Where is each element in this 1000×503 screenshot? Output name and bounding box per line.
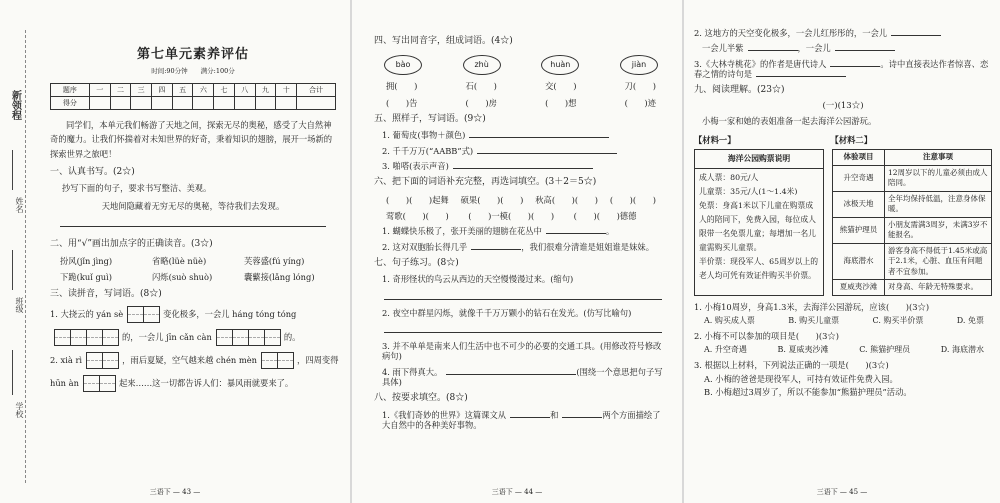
pinyin-choice[interactable]: 下跪(kuǐ guì) <box>60 272 113 283</box>
idiom-blank[interactable]: ( )( )德德 <box>573 210 637 221</box>
table-header-row <box>833 150 992 166</box>
answer-line[interactable] <box>891 35 941 36</box>
idiom-blank[interactable]: 莺歌( )( ) <box>386 210 449 221</box>
name-label: 姓名 <box>15 197 24 213</box>
homophone-blank[interactable]: ( )迹 <box>624 97 656 108</box>
table-row <box>833 165 992 191</box>
pinyin-bubbles <box>374 55 668 75</box>
score-header-cell: 三 <box>131 84 152 97</box>
section-7-title: 七、句子练习。(8☆) <box>374 257 459 268</box>
sentence-q2: 2. 夜空中群星闪烁，就像千千万万颗小的钻石在发光。(仿写比喻句) <box>382 307 632 318</box>
table-row <box>833 217 992 243</box>
score-cell[interactable] <box>255 97 276 110</box>
answer-line[interactable] <box>756 76 846 77</box>
option[interactable]: C. 购买半价票 <box>872 315 924 325</box>
ticket-line: 儿童票：35元/人(1～1.4米) <box>699 187 798 197</box>
homophone-blank[interactable]: 拥( ) <box>386 81 418 92</box>
answer-line[interactable] <box>384 299 662 300</box>
idiom-blank[interactable]: ( )一模( )( ) <box>468 210 555 221</box>
fill-q3: 3.《大林寺桃花》的作者是唐代诗人 。诗中直接表达作者惊喜、恋春之情的诗句是 <box>694 58 989 80</box>
char-boxes[interactable] <box>261 352 293 369</box>
score-cell[interactable] <box>193 97 214 110</box>
score-cell[interactable] <box>89 97 110 110</box>
idiom-row-2 <box>374 211 668 221</box>
activity-note: 对身高、年龄无特殊要求。 <box>885 280 992 296</box>
activity-note: 游客身高不得低于1.45米或高于2.1米，心脏、血压有问题者不宜参加。 <box>885 243 992 280</box>
fill-sentence-1: 1. 蝴蝶快乐极了，张开美丽的翅膀在花丛中 。 <box>382 226 615 237</box>
fill-q1: 1.《我们奇妙的世界》这篇课文从 和 两个方面描绘了大自然中的各种美好事物。 <box>382 409 661 430</box>
answer-line[interactable] <box>446 374 576 375</box>
section-4-title: 四、写出同音字，组成词语。(4☆) <box>374 36 513 46</box>
table-row <box>833 191 992 217</box>
score-cell[interactable] <box>131 97 152 110</box>
question-2-options <box>694 345 992 355</box>
option[interactable]: A. 购买成人票 <box>704 315 755 325</box>
section-1-instruction: 抄写下面的句子，要求书写整洁、美观。 <box>62 182 212 193</box>
pinyin-choice[interactable]: 省略(lüè nüè) <box>152 255 207 266</box>
ticket-info-box <box>694 149 824 296</box>
imitation-item: 1. 葡萄皮(事物＋颜色) <box>374 130 668 140</box>
pinyin-choice[interactable]: 囊蘩接(lǎng lóng) <box>244 272 315 283</box>
option[interactable]: D. 海底潜水 <box>940 345 984 355</box>
pinyin-bubble: huàn <box>541 55 579 75</box>
score-row <box>51 97 336 110</box>
pinyin-choice[interactable]: 芙蓉盛(fú yíng) <box>244 255 305 266</box>
ticket-info-title: 海洋公园购票说明 <box>695 150 823 169</box>
score-cell[interactable] <box>172 97 193 110</box>
ticket-line: 成人票：80元/人 <box>699 173 759 183</box>
option[interactable]: B. 购买儿童票 <box>788 315 840 325</box>
option[interactable]: A. 升空奇遇 <box>704 345 747 355</box>
activity-note: 小朋友需满3周岁，未满3岁不能报名。 <box>885 217 992 243</box>
answer-line[interactable] <box>453 168 593 169</box>
section-1-title: 一、认真书写。(2☆) <box>50 166 135 177</box>
score-header-cell: 八 <box>234 84 255 97</box>
page-footer: 三语下 — 45 — <box>816 488 868 497</box>
option[interactable]: B. 夏威夷沙滩 <box>777 345 829 355</box>
page-title: 第七单元素养评估 <box>136 47 249 62</box>
idiom-blank[interactable]: 秋高( )( ) <box>535 194 598 205</box>
activity-name: 熊猫护理员 <box>833 217 885 243</box>
homophone-row-1 <box>374 81 668 91</box>
activity-table <box>832 149 992 296</box>
pinyin-text: hūn àn <box>50 378 79 389</box>
activity-name: 海底潜水 <box>833 243 885 280</box>
sentence-q4: 4. 雨下得真大。 (围绕一个意思把句子写具体) <box>382 366 663 388</box>
pinyin-text: 变化极多，一会儿 háng tóng tóng <box>163 309 297 320</box>
char-boxes[interactable] <box>127 306 159 323</box>
homophone-row-2 <box>374 98 668 108</box>
option[interactable]: B. 小梅超过3周岁了，所以不能参加“熊猫护理员”活动。 <box>704 386 912 397</box>
activity-note: 12周岁以下的儿童必须由成人陪同。 <box>885 165 992 191</box>
pinyin-row-1 <box>50 306 336 323</box>
part-title: (一)(13☆) <box>822 100 864 111</box>
pinyin-row-2 <box>50 329 336 346</box>
pinyin-bubble: jiàn <box>620 55 658 75</box>
pinyin-row-4 <box>50 375 336 392</box>
imitation-item: 2. 千千万万(“AABB”式) <box>374 146 668 156</box>
activity-table-wrap <box>832 149 992 296</box>
score-cell[interactable] <box>297 97 336 110</box>
idiom-blank[interactable]: 硕果( )( ) <box>460 194 524 205</box>
answer-line[interactable] <box>546 233 606 234</box>
binding-title: 新领程 <box>9 90 21 120</box>
school-label: 学校 <box>15 402 24 418</box>
pinyin-text: 1. 大挠云的 yán sè <box>50 309 124 320</box>
answer-line[interactable] <box>384 332 662 333</box>
answer-line[interactable] <box>830 66 880 67</box>
sentence-q1: 1. 奇形怪状的鸟云从西边的天空慢慢漫过来。(缩句) <box>382 274 574 285</box>
table-header: 体验项目 <box>833 150 885 166</box>
pinyin-text: ，四周变得 <box>297 355 339 366</box>
homophone-blank[interactable]: ( )想 <box>545 97 577 108</box>
answer-line[interactable] <box>510 417 550 418</box>
score-header-cell: 九 <box>255 84 276 97</box>
answer-line[interactable] <box>471 249 521 250</box>
section-3-title: 三、读拼音，写词语。(8☆) <box>50 288 162 299</box>
score-cell[interactable] <box>152 97 173 110</box>
page-footer: 三语下 — 44 — <box>491 488 543 497</box>
material-1-label: 【材料一】 <box>694 134 736 145</box>
score-header-cell: 十 <box>276 84 297 97</box>
homophone-blank[interactable]: 刀( ) <box>624 81 656 92</box>
question-1-options <box>694 316 992 326</box>
score-header-cell: 一 <box>89 84 110 97</box>
section-6-title: 六、把下面的词语补充完整，再选词填空。(3＋2＝5☆) <box>374 177 597 188</box>
idiom-blank[interactable]: ( )( )起舞 <box>386 194 449 205</box>
char-boxes[interactable] <box>86 352 118 369</box>
homophone-blank[interactable]: ( )房 <box>465 97 497 108</box>
activity-name: 升空奇遇 <box>833 165 885 191</box>
score-header-cell: 四 <box>152 84 173 97</box>
pinyin-bubble: bào <box>384 55 422 75</box>
material-2-label: 【材料二】 <box>830 134 872 145</box>
pinyin-choice[interactable]: 闪烁(suò shuò) <box>152 272 213 283</box>
ticket-line: 半价票：现役军人、65周岁以上的老人均可凭有效证件购买半价票。 <box>699 257 819 281</box>
pinyin-row-3 <box>50 352 339 369</box>
table-row <box>833 243 992 280</box>
reading-intro: 小梅一家和她的表姐准备一起去海洋公园游玩。 <box>702 116 877 127</box>
homophone-blank[interactable]: 交( ) <box>545 81 577 92</box>
pinyin-choice[interactable]: 扮风(jǐn jìng) <box>60 255 113 266</box>
pinyin-choices <box>50 256 336 283</box>
activity-note: 全年均保持低温，注意身体保暖。 <box>885 191 992 217</box>
fill-q2-cont: 一会儿半紫 ，一会儿 <box>694 43 992 53</box>
activity-name: 夏威夷沙滩 <box>833 280 885 296</box>
score-header-cell: 合计 <box>297 84 336 97</box>
homophone-blank[interactable]: ( )告 <box>386 97 418 108</box>
score-row-label: 得分 <box>51 97 90 110</box>
option[interactable]: A. 小梅的爸爸是现役军人，可持有效证件免费入园。 <box>704 373 898 384</box>
char-boxes[interactable] <box>54 329 118 346</box>
fill-sentence-2: 2. 这对双胞胎长得几乎 ，我们很难分清谁是姐姐谁是妹妹。 <box>382 241 654 252</box>
handwriting-line[interactable] <box>60 226 326 227</box>
idiom-row-1 <box>374 195 668 205</box>
materials-header <box>694 135 992 145</box>
option[interactable]: C. 熊猫护理员 <box>859 345 911 355</box>
question-3: 3. 根据以上材料，下列说法正确的一项是( )(3☆) <box>694 360 889 371</box>
score-header-cell: 七 <box>214 84 235 97</box>
answer-line[interactable] <box>477 153 617 154</box>
score-cell[interactable] <box>214 97 235 110</box>
binding-strip <box>0 0 40 503</box>
imitation-item: 3. 啪嗒(表示声音) <box>374 161 668 171</box>
score-header-cell: 二 <box>110 84 131 97</box>
pinyin-text: ，雨后夏疑，空气越来越 chén mèn <box>122 355 258 366</box>
score-table <box>50 83 336 110</box>
pinyin-bubble: zhù <box>463 55 501 75</box>
sentence-q3: 3. 并不单单是南来人们生活中也不可少的必要的交通工具。(用修改符号修改病句) <box>382 340 662 362</box>
score-cell[interactable] <box>276 97 297 110</box>
score-header-cell: 题序 <box>51 84 90 97</box>
exam-meta: 时间:90分钟 满分:100分 <box>151 67 235 76</box>
page-44 <box>352 0 682 503</box>
table-row <box>833 280 992 296</box>
class-label: 班级 <box>15 297 24 313</box>
section-2-title: 二、用“√”画出加点字的正确读音。(3☆) <box>50 238 213 249</box>
pinyin-text: 2. xià rì <box>50 355 83 366</box>
pinyin-text: 起来……这一切都告诉人们：暴风雨就要来了。 <box>118 378 294 389</box>
homophone-blank[interactable]: 石( ) <box>465 81 497 92</box>
score-header-row <box>51 84 336 97</box>
materials <box>694 149 992 296</box>
char-boxes[interactable] <box>216 329 280 346</box>
pinyin-text: 的，一会儿 jīn cǎn càn <box>122 332 212 343</box>
answer-line[interactable] <box>835 50 895 51</box>
activity-name: 冰极天地 <box>833 191 885 217</box>
score-header-cell: 六 <box>193 84 214 97</box>
score-cell[interactable] <box>110 97 131 110</box>
copy-sentence: 天地间隐藏着无穷无尽的奥秘，等待我们去发现。 <box>101 201 285 212</box>
idiom-blank[interactable]: ( )( ) <box>609 194 656 205</box>
char-boxes[interactable] <box>83 375 115 392</box>
option[interactable]: D. 免票 <box>956 315 984 325</box>
section-9-title: 九、阅读理解。(23☆) <box>694 85 785 96</box>
ticket-line: 免票：身高1米以下儿童在购票成人的陪同下，免费入园，每位成人限带一名免票儿童；每增加一名儿童需购买儿童票。 <box>699 201 816 253</box>
section-5-title: 五、照样子，写词语。(9☆) <box>374 113 486 124</box>
fill-q2: 2. 这地方的天空变化极多，一会儿红彤彤的，一会儿 <box>694 28 992 38</box>
table-header: 注意事项 <box>885 150 992 166</box>
answer-line[interactable] <box>469 137 609 138</box>
section-8-title: 八、按要求填空。(8☆) <box>374 393 468 404</box>
question-1: 1. 小梅10周岁，身高1.3米，去海洋公园游玩，应该( )(3☆) <box>694 301 930 312</box>
page-footer: 三语下 — 43 — <box>149 488 201 497</box>
score-header-cell: 五 <box>172 84 193 97</box>
answer-line[interactable] <box>748 50 798 51</box>
intro-paragraph: 同学们，本单元我们畅游了天地之间，探索无尽的奥秘，感受了大自然神奇的魔力。让我们怀揣着对未知世界的好奇，秉着知识的翅膀，展开一场新的探索世界之旅吧！ <box>50 120 333 159</box>
answer-line[interactable] <box>562 417 602 418</box>
page-43 <box>0 0 350 503</box>
question-2: 2. 小梅不可以参加的项目是( )(3☆) <box>694 330 839 341</box>
pinyin-text: 的。 <box>283 332 301 343</box>
score-cell[interactable] <box>234 97 255 110</box>
page-45 <box>684 0 1000 503</box>
